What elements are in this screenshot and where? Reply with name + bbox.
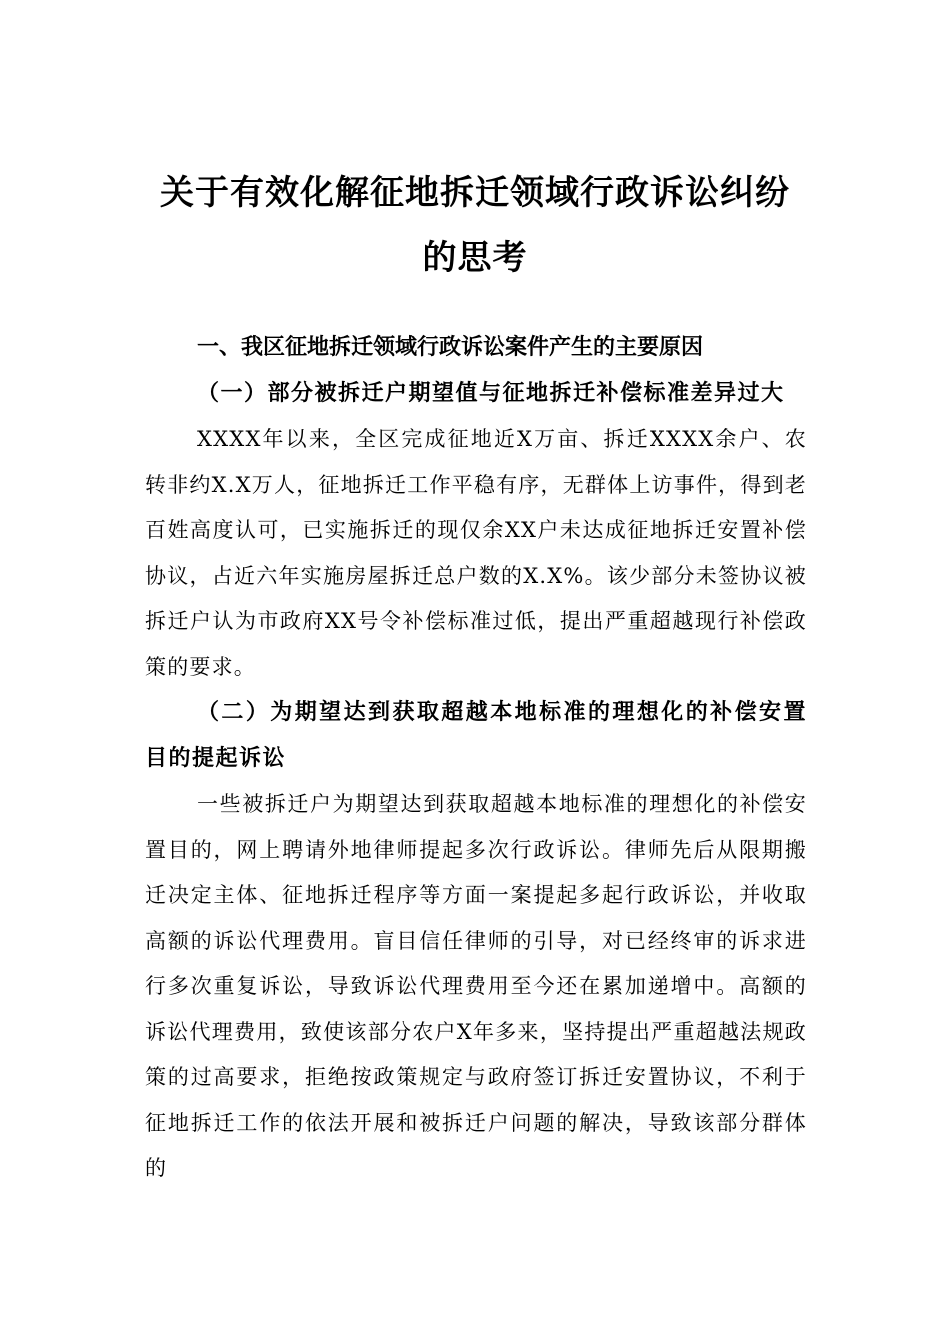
paragraph-2: 一些被拆迁户为期望达到获取超越本地标准的理想化的补偿安置目的，网上聘请外地律师提起多次行政诉讼。律师先后从限期搬迁决定主体、征地拆迁程序等方面一案提起多起行政诉讼，并收取高额的诉讼代理费用。盲目信任律师的引导，对已经终审的诉求进行多次重复诉讼，导致诉讼代理费用至今还在累加递增中。高额的诉讼代理费用，致使该部分农户X年多来，坚持提出严重超越法规政策的过高要求，拒绝按政策规定与政府签订拆迁安置协议，不利于征地拆迁工作的依法开展和被拆迁户问题的解决，导致该部分群体的 (145, 792, 807, 1180)
subsection-heading-1: （一）部分被拆迁户期望值与征地拆迁补偿标准差异过大 (197, 381, 785, 406)
document-title-line-1: 关于有效化解征地拆迁领域行政诉讼纠纷 (160, 173, 790, 213)
document-title-line-2: 的思考 (422, 238, 528, 278)
paragraph-1: XXXX年以来，全区完成征地近X万亩、拆迁XXXX余户、农转非约X.X万人，征地拆迁工作平稳有序，无群体上访事件，得到老百姓高度认可，已实施拆迁的现仅余XX户未达成征地拆迁安置补偿协议，占近六年实施房屋拆迁总户数的X.X%。该少部分未签协议被拆迁户认为市政府XX号令补偿标准过低，提出严重超越现行补偿政策的要求。 (145, 427, 807, 679)
document-body (145, 325, 807, 1192)
subsection-heading-2: （二）为期望达到获取超越本地标准的理想化的补偿安置目的提起诉讼 (145, 700, 807, 771)
section-heading-1: 一、我区征地拆迁领域行政诉讼案件产生的主要原因 (197, 335, 704, 360)
